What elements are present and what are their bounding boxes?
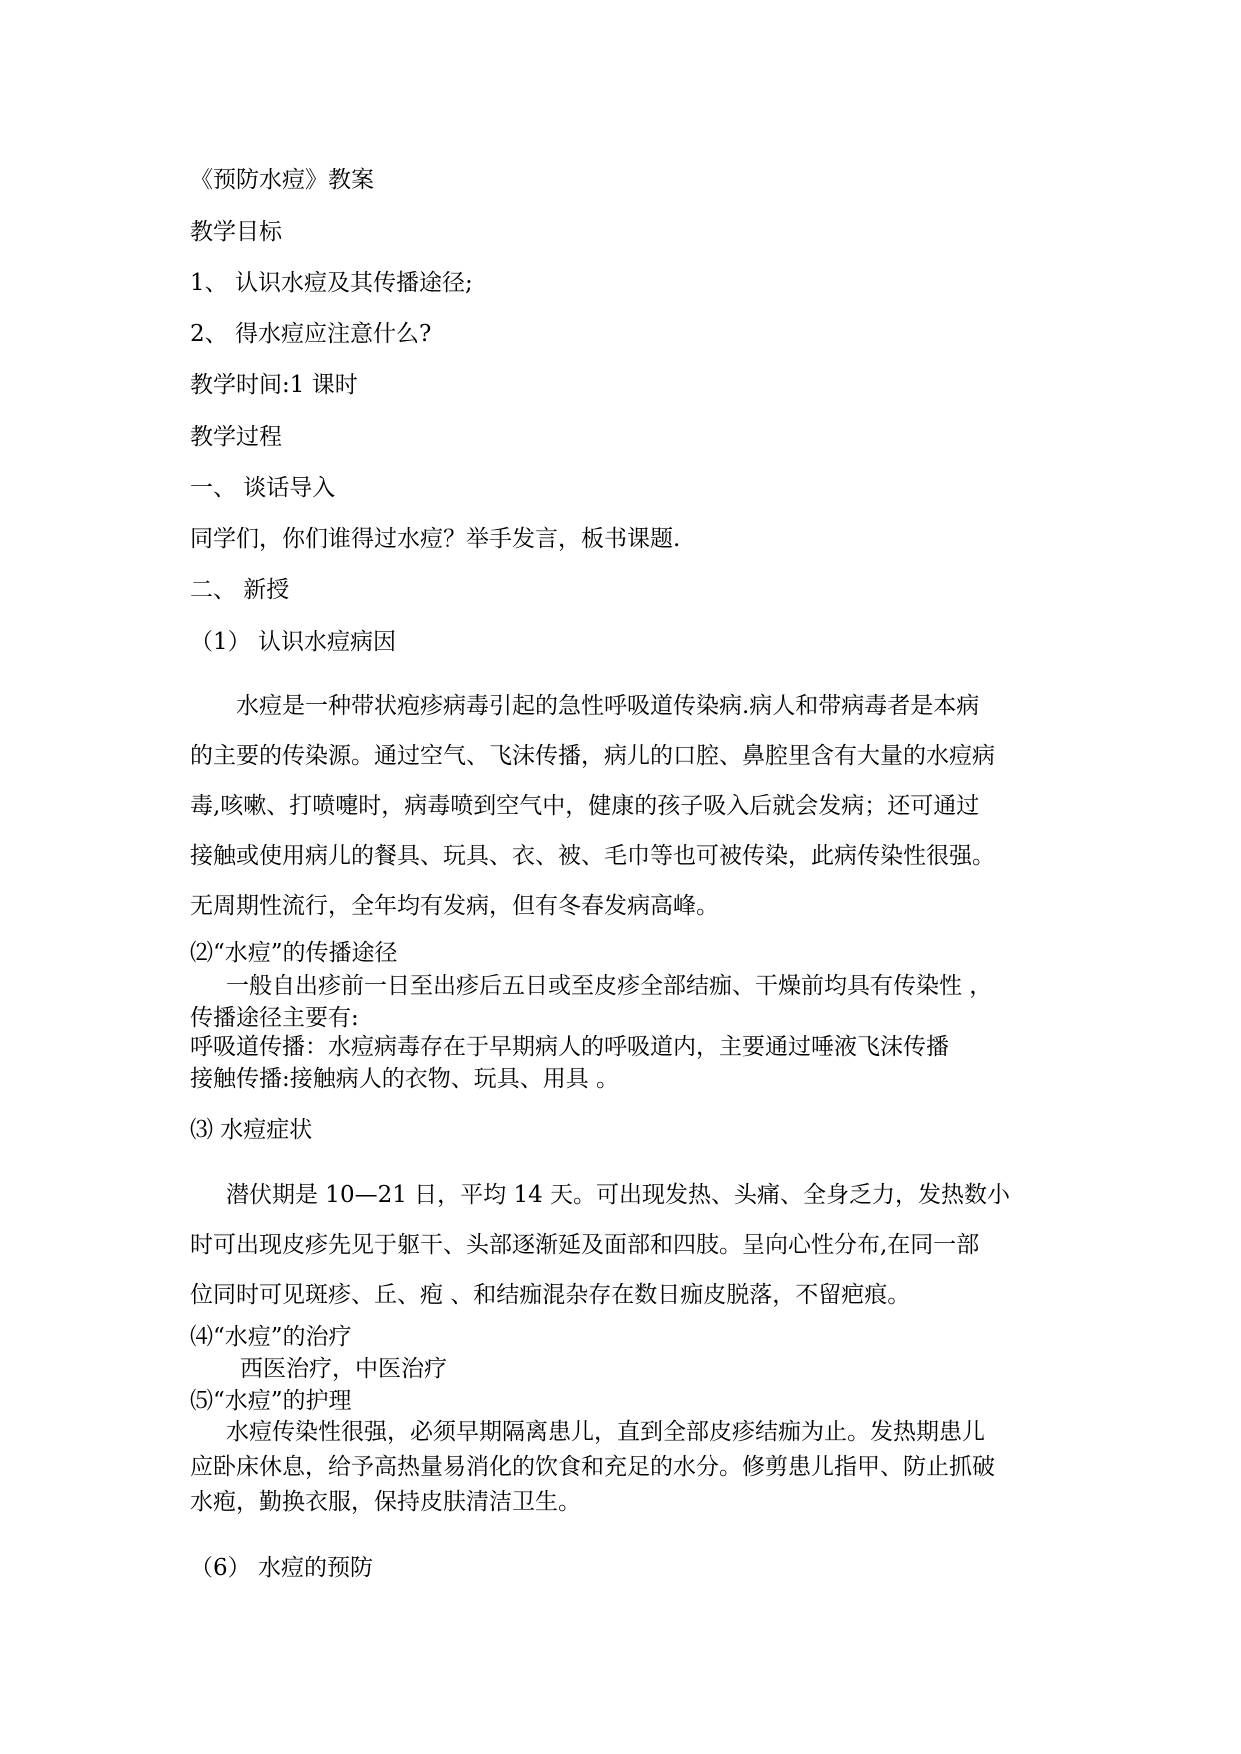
subsection-heading-prevention: （6） 水痘的预防: [190, 1555, 373, 1581]
contact-transmission: 接触传播:接触病人的衣物、玩具、用具 。: [190, 1066, 620, 1092]
paragraph-line: 水痘是一种带状疱疹病毒引起的急性呼吸道传染病.病人和带病毒者是本病: [236, 693, 980, 719]
paragraph-line: 毒,咳嗽、打喷嚏时，病毒喷到空气中，健康的孩子吸入后就会发病；还可通过: [190, 793, 980, 819]
goal-item-1: 1、 认识水痘及其传播途径;: [190, 270, 473, 296]
goals-heading: 教学目标: [190, 219, 282, 245]
paragraph-line: 无周期性流行，全年均有发病，但有冬春发病高峰。: [190, 893, 719, 919]
paragraph-line: 水疱，勤换衣服，保持皮肤清洁卫生。: [190, 1489, 581, 1515]
subsection-heading-cause: （1） 认识水痘病因: [190, 629, 396, 655]
lesson-time: 教学时间:1 课时: [190, 372, 358, 398]
transmission-paragraph: [190, 970, 1060, 1034]
section-heading-intro: 一、 谈话导入: [190, 475, 336, 501]
goal-item-2: 2、 得水痘应注意什么?: [190, 321, 432, 347]
paragraph-line: 水痘传染性很强，必须早期隔离患儿，直到全部皮疹结痂为止。发热期患儿: [226, 1419, 985, 1445]
subsection-heading-transmission: ⑵“水痘”的传播途径: [190, 940, 398, 966]
symptoms-paragraph: [190, 1170, 1060, 1320]
subsection-heading-symptoms: ⑶ 水痘症状: [190, 1117, 313, 1143]
treatment-text: 西医治疗，中医治疗: [240, 1356, 447, 1382]
paragraph-line: 潜伏期是 10—21 日，平均 14 天。可出现发热、头痛、全身乏力，发热数小: [226, 1182, 1011, 1208]
subsection-heading-care: ⑸“水痘”的护理: [190, 1388, 352, 1414]
paragraph-line: 一般自出疹前一日至出疹后五日或至皮疹全部结痂、干燥前均具有传染性 ，: [226, 973, 993, 999]
paragraph-line: 时可出现皮疹先见于躯干、头部逐渐延及面部和四肢。呈向心性分布,在同一部: [190, 1232, 980, 1258]
cause-paragraph: [190, 681, 1060, 931]
paragraph-line: 应卧床休息，给予高热量易消化的饮食和充足的水分。修剪患儿指甲、防止抓破: [190, 1454, 995, 1480]
paragraph-line: 的主要的传染源。通过空气、飞沫传播，病儿的口腔、鼻腔里含有大量的水痘病: [190, 743, 995, 769]
document-title: 《预防水痘》教案: [190, 167, 374, 193]
paragraph-line: 位同时可见斑疹、丘、疱 、和结痂混杂存在数日痂皮脱落，不留疤痕。: [190, 1282, 911, 1308]
paragraph-line: 传播途径主要有:: [190, 1005, 359, 1031]
subsection-heading-treatment: ⑷“水痘”的治疗: [190, 1324, 352, 1350]
respiratory-transmission: 呼吸道传播：水痘病毒存在于早期病人的呼吸道内，主要通过唾液飞沫传播: [190, 1034, 949, 1060]
care-paragraph: [190, 1415, 1060, 1520]
paragraph-line: 接触或使用病儿的餐具、玩具、衣、被、毛巾等也可被传染，此病传染性很强。: [190, 843, 995, 869]
section-heading-new: 二、 新授: [190, 577, 290, 603]
process-heading: 教学过程: [190, 424, 282, 450]
section-intro-text: 同学们，你们谁得过水痘？举手发言，板书课题.: [190, 526, 681, 552]
